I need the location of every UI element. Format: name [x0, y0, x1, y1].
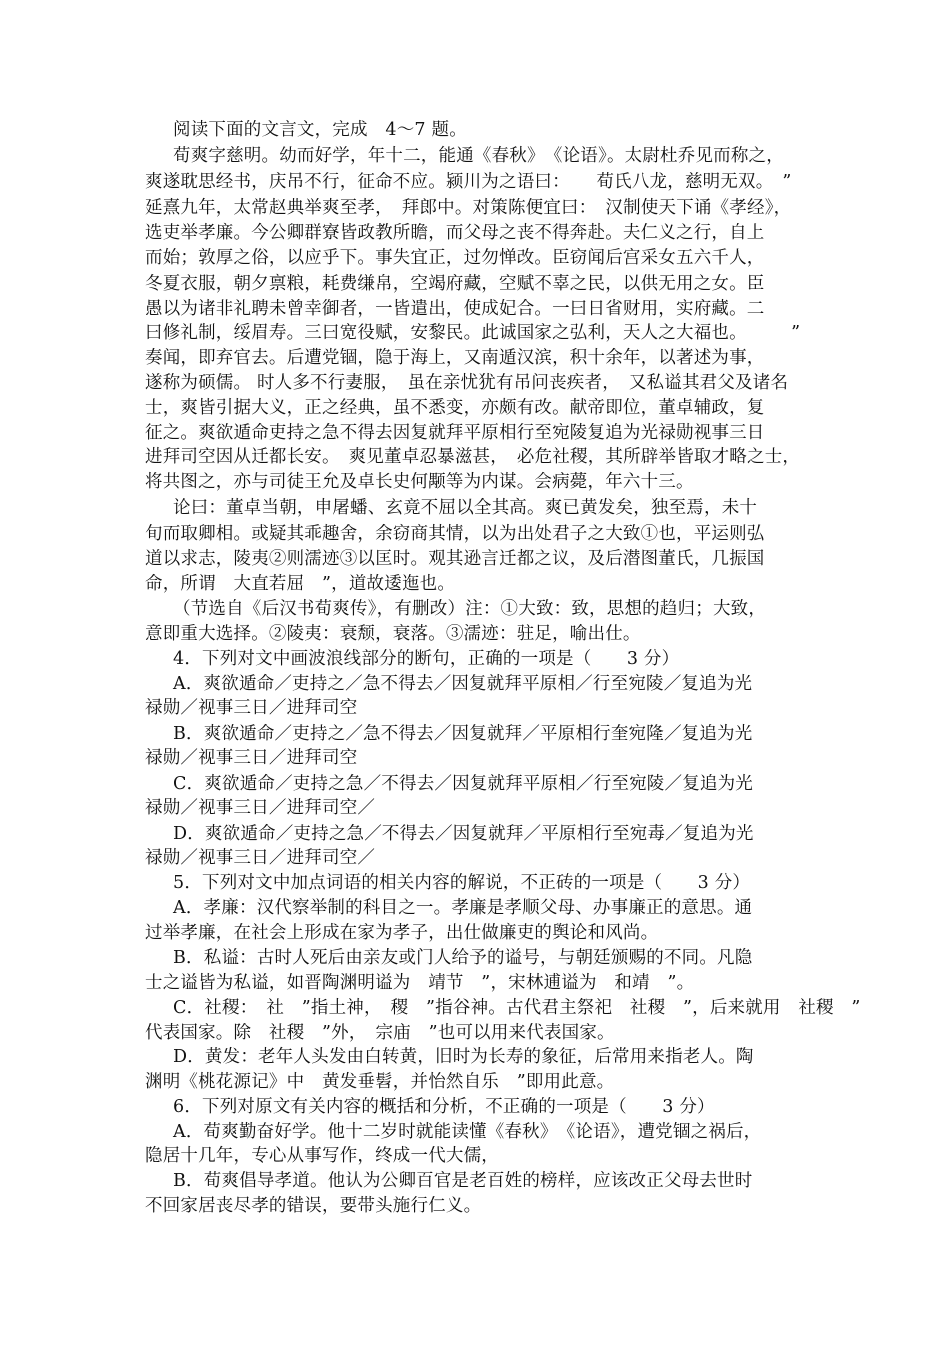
question-4-option-d: D．爽欲遁命／吏持之急／不得去／因复就拜／平原相行至宛毒／复追为光	[173, 824, 754, 844]
passage-line: 士，爽皆引据大义，正之经典，虽不悉变，亦颇有改。献帝即位，董卓辅政，复	[145, 398, 765, 418]
question-5-option-a-cont: 过举孝廉，在社会上形成在家为孝子，出仕做廉吏的舆论和风尚。	[145, 923, 659, 943]
passage-line: 征之。爽欲遁命吏持之急不得去因复就拜平原相行至宛陵复追为光禄勋视事三日	[145, 423, 765, 443]
commentary-line: 旬而取卿相。或疑其乖趣舍，余窃商其情，以为出处君子之大致①也，平运则弘	[145, 524, 765, 544]
passage-line: 愚以为诸非礼聘未曾幸御者，一皆遣出，使成妃合。一曰日省财用，实府藏。二	[145, 299, 765, 319]
question-4-option-a: A．爽欲遁命／吏持之／急不得去／因复就拜平原相／行至宛陵／复追为光	[173, 674, 753, 694]
question-6-stem: 6．下列对原文有关内容的概括和分析，不正确的一项是（ 3 分）	[173, 1097, 715, 1117]
question-4-option-b: B．爽欲遁命／吏持之／急不得去／因复就拜／平原相行奎宛隆／复追为光	[173, 724, 753, 744]
passage-line: 爽遂耽思经书，庆吊不行，征命不应。颍川为之语曰： 荀氏八龙，慈明无双。 ”	[145, 172, 792, 192]
commentary-line: 道以求志，陵夷②则濡迹③以匡时。观其逊言迁都之议，及后潜图董氏，几振国	[145, 549, 765, 569]
source-note-line: 意即重大选择。②陵夷：衰颓，衰落。③濡迹：驻足，喻出仕。	[145, 624, 641, 644]
question-4-option-a-cont: 禄勋／视事三日／进拜司空	[145, 698, 358, 718]
question-6-option-a: A．荀爽勤奋好学。他十二岁时就能读懂《春秋》 《论语》，遭党锢之祸后，	[173, 1122, 762, 1142]
question-4-option-d-cont: 禄勋／视事三日／进拜司空／	[145, 848, 376, 868]
commentary-line: 论曰：董卓当朝，申屠蟠、玄竟不屈以全其高。爽已黄发矣，独至焉，未十	[173, 498, 758, 518]
question-4-option-c-cont: 禄勋／视事三日／进拜司空／	[145, 798, 376, 818]
question-5-option-b: B．私谥：古时人死后由亲友或门人给予的谥号，与朝廷颁赐的不同。凡隐	[173, 948, 753, 968]
question-6-option-b: B．荀爽倡导孝道。他认为公卿百官是老百姓的榜样，应该改正父母去世时	[173, 1171, 753, 1191]
passage-line: 曰修礼制，绥眉寿。三曰宽役赋，安黎民。此诚国家之弘利，天人之大福也。 ”	[145, 323, 801, 343]
passage-line: 延熹九年，太常赵典举爽至孝， 拜郎中。对策陈便宜曰： 汉制使天下诵《孝经》，	[145, 198, 792, 218]
passage-line: 进拜司空因从迁都长安。 爽见董卓忍暴滋甚， 必危社稷，其所辟举皆取才略之士，	[145, 447, 801, 467]
question-5-option-d: D．黄发：老年人头发由白转黄，旧时为长寿的象征，后常用来指老人。陶	[173, 1047, 754, 1067]
question-5-stem: 5．下列对文中加点词语的相关内容的解说，不正砖的一项是（ 3 分）	[173, 873, 751, 893]
question-6-option-b-cont: 不回家居丧尽孝的错误，要带头施行仁义。	[145, 1196, 482, 1216]
question-5-option-b-cont: 士之谥皆为私谥，如晋陶渊明谥为 靖节 ”，宋林逋谥为 和靖 ”。	[145, 973, 695, 993]
question-4-stem: 4．下列对文中画波浪线部分的断句，正确的一项是（ 3 分）	[173, 649, 680, 669]
passage-line: 选吏举孝廉。今公卿群寮皆政教所瞻，而父母之丧不得奔赴。夫仁义之行，自上	[145, 223, 765, 243]
passage-line: 奏闻，即弃官去。后遭党锢，隐于海上，又南遁汉滨，积十余年，以著述为事，	[145, 348, 765, 368]
question-6-option-a-cont: 隐居十几年，专心从事写作，终成一代大儒，	[145, 1146, 499, 1166]
question-5-option-d-cont: 渊明《桃花源记》中 黄发垂髫，并怡然自乐 ”即用此意。	[145, 1072, 615, 1092]
passage-line: 遂称为硕儒。 时人多不行妻服， 虽在亲忧犹有吊问丧疾者， 又私谥其君父及诸名	[145, 373, 789, 393]
commentary-line: 命，所谓 大直若屈 ”，道故逶迤也。	[145, 574, 456, 594]
passage-line: 将共图之，亦与司徒王允及卓长史何颙等为内谋。会病薨，年六十三。	[145, 472, 694, 492]
question-4-option-c: C．爽欲遁命／吏持之急／不得去／因复就拜平原相／行至宛陵／复追为光	[173, 774, 753, 794]
source-note-line: （节选自《后汉书荀爽传》，有删改）注：①大致：致，思想的趋归；大致，	[173, 599, 767, 619]
passage-line: 荀爽字慈明。幼而好学，年十二，能通《春秋》 《论语》。太尉杜乔见而称之，	[173, 146, 784, 166]
question-5-option-a: A．孝廉：汉代察举制的科目之一。孝廉是孝顺父母、办事廉正的意思。通	[173, 898, 753, 918]
passage-line: 而始；敦厚之俗，以应乎下。事失宜正，过勿惮改。臣窃闻后宫采女五六千人，	[145, 248, 765, 268]
passage-line: 冬夏衣服，朝夕禀粮，耗费缣帛，空竭府藏，空赋不辜之民，以供无用之女。臣	[145, 274, 765, 294]
question-4-option-b-cont: 禄勋／视事三日／进拜司空	[145, 748, 358, 768]
question-5-option-c: C．社稷： 社 ”指土神， 稷 ”指谷神。古代君主祭祀 社稷 ”，后来就用 社稷 ”	[173, 998, 861, 1018]
question-5-option-c-cont: 代表国家。除 社稷 ”外， 宗庙 ”也可以用来代表国家。	[145, 1023, 615, 1043]
intro-line: 阅读下面的文言文，完成 4～7 题。	[173, 120, 467, 140]
